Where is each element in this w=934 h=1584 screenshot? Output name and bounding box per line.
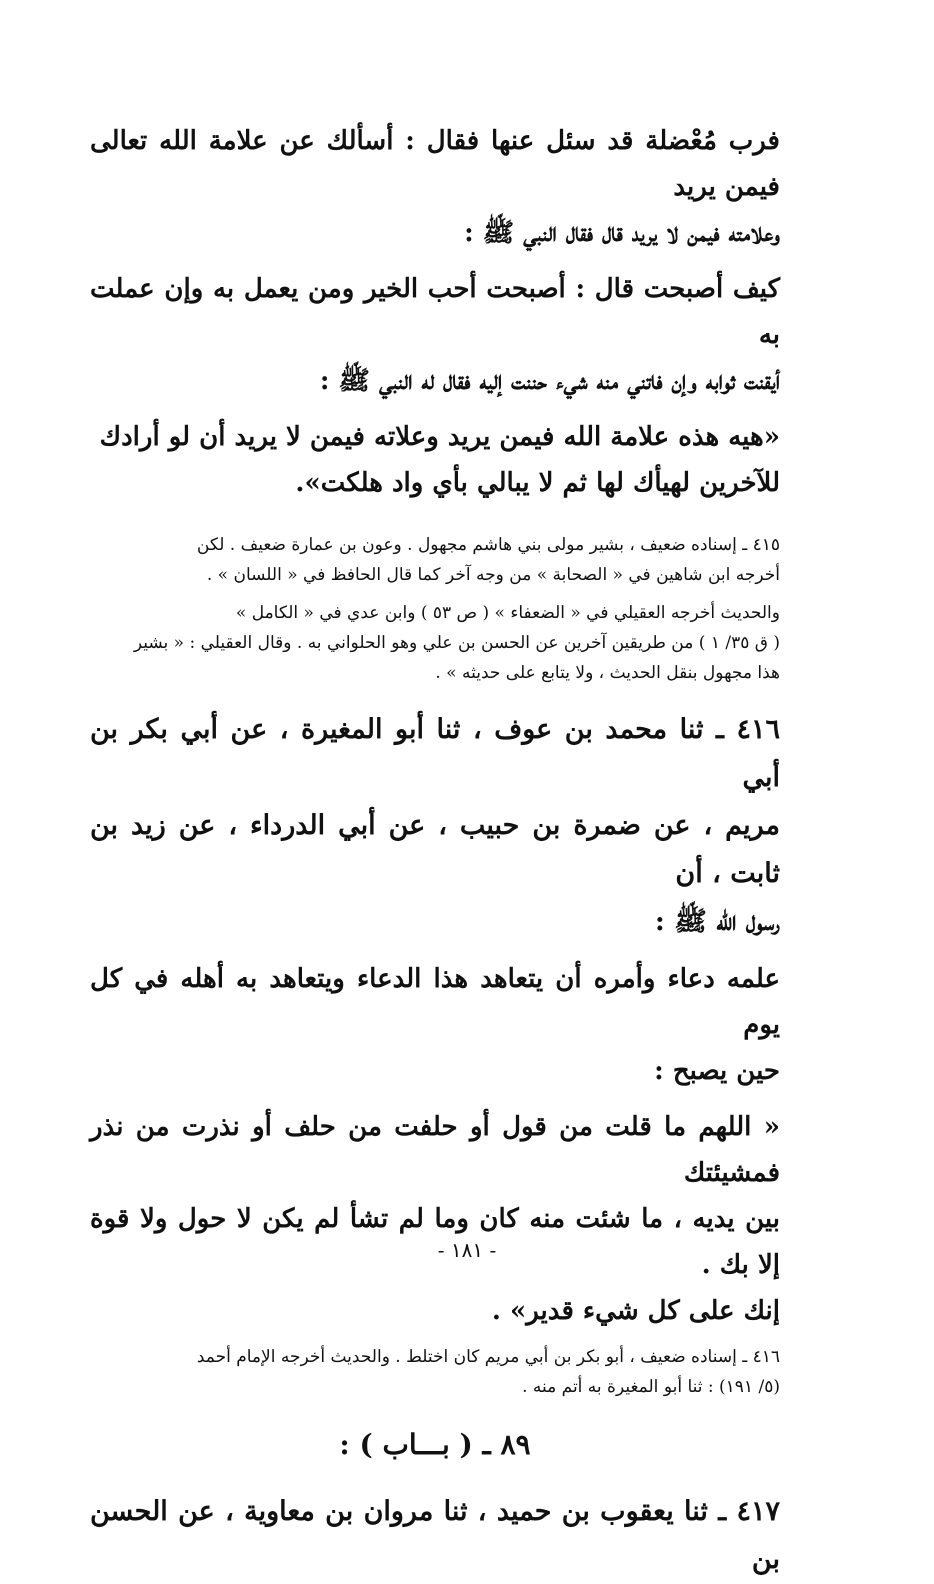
footnote-line: (٥/ ١٩١) : ثنا أبو المغيرة به أتم منه . xyxy=(522,1377,780,1397)
footnote-line: والحديث أخرجه العقيلي في « الضعفاء » ( ص ٥٣ ) وابن عدي في « الكامل » xyxy=(235,603,780,623)
footnote-line: ( ق ٣٥/ ١ ) من طريقين آخرين عن الحسن بن علي وهو الحلواني به . وقال العقيلي : « بشير xyxy=(133,633,780,653)
hadith-line: ٤١٧ ـ ثنا يعقوب بن حميد ، ثنا مروان بن معاوية ، عن الحسن بن xyxy=(90,1496,780,1575)
footnote-line: ٤١٦ ـ إسناده ضعيف ، أبو بكر بن أبي مريم كان اختلط . والحديث أخرجه الإمام أحمد xyxy=(196,1347,780,1367)
footnote-line: ٤١٥ ـ إسناده ضعيف ، بشير مولى بني هاشم مجهول . وعون بن عمارة ضعيف . لكن xyxy=(196,535,780,555)
footnote-line: أخرجه ابن شاهين في « الصحابة » من وجه آخر كما قال الحافظ في « اللسان » . xyxy=(206,565,780,585)
hadith-line: مريم ، عن ضمرة بن حبيب ، عن أبي الدرداء ، عن زيد بن ثابت ، أن xyxy=(90,810,780,889)
text-line: حين يصبح : xyxy=(654,1056,780,1086)
hadith-line: رسول الله ﷺ : xyxy=(654,906,780,937)
page-number: - ١٨١ - xyxy=(437,1238,497,1262)
footnote-line: هذا مجهول بنقل الحديث ، ولا يتابع على حديثه » . xyxy=(435,663,780,683)
text-line: للآخرين لهيأك لها ثم لا يبالي بأي واد هلكت». xyxy=(295,468,780,498)
text-line: «هيه هذه علامة الله فيمن يريد وعلاته فيمن لا يريد أن لو أرادك xyxy=(99,422,780,452)
text-line: إنك على كل شيء قدير» . xyxy=(491,1296,780,1326)
text-paragraph xyxy=(90,956,780,1094)
text-line: وعلامته فيمن لا يريد قال فقال النبي ﷺ : xyxy=(464,218,780,248)
page-content xyxy=(90,118,780,1584)
supplication-quote xyxy=(90,1104,780,1334)
footnote-415-continued xyxy=(90,598,780,688)
text-paragraph xyxy=(90,266,780,404)
text-line: بين يديه ، ما شئت منه كان وما لم تشأ لم يكن لا حول ولا قوة إلا بك . xyxy=(90,1204,780,1280)
text-line: أيقنت ثوابه وإن فاتني منه شيء حننت إليه فقال له النبي ﷺ : xyxy=(319,366,780,396)
hadith-line: ٤١٦ ـ ثنا محمد بن عوف ، ثنا أبو المغيرة ، عن أبي بكر بن أبي xyxy=(90,714,780,793)
footnote-415 xyxy=(90,530,780,590)
text-line: كيف أصبحت قال : أصبحت أحب الخير ومن يعمل به وإن عملت به xyxy=(90,274,780,350)
text-line: علمه دعاء وأمره أن يتعاهد هذا الدعاء ويتعاهد به أهله في كل يوم xyxy=(90,964,780,1040)
chapter-heading: ٨٩ ـ ( بـــاب ) : xyxy=(339,1428,531,1461)
text-paragraph xyxy=(90,118,780,256)
text-line: « اللهم ما قلت من قول أو حلفت من حلف أو نذرت من نذر فمشيئتك xyxy=(90,1112,780,1188)
text-line: فرب مُعْضلة قد سئل عنها فقال : أسألك عن علامة الله تعالى فيمن يريد xyxy=(90,126,780,202)
footnote-416 xyxy=(90,1342,780,1402)
hadith-417 xyxy=(90,1488,780,1584)
prophetic-quote xyxy=(90,414,780,506)
hadith-416 xyxy=(90,706,780,946)
